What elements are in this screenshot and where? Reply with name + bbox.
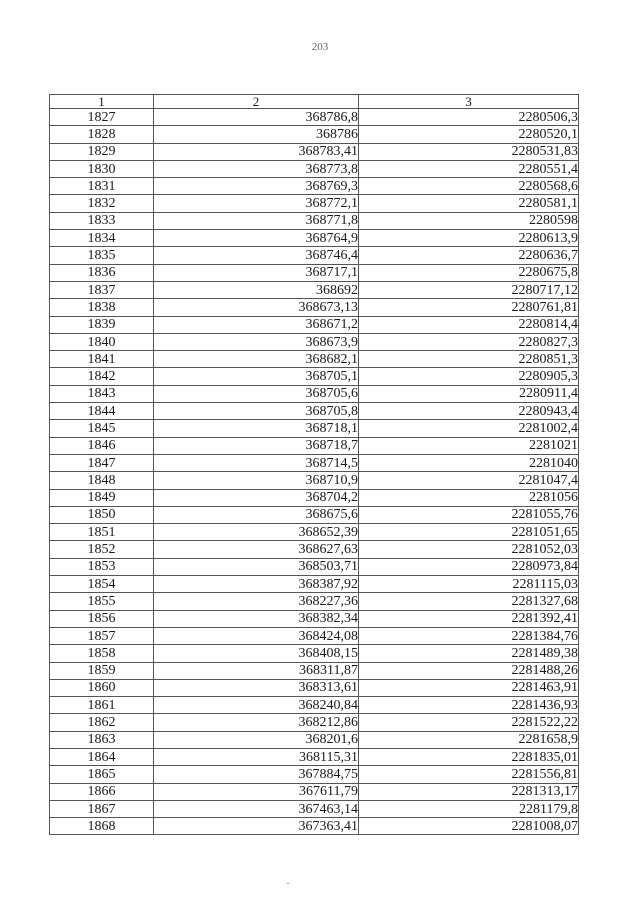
y-coordinate-cell: 2281021	[359, 437, 579, 454]
y-coordinate-cell: 2280761,81	[359, 299, 579, 316]
x-coordinate-cell: 368682,1	[154, 351, 359, 368]
x-coordinate-cell: 367611,79	[154, 783, 359, 800]
y-coordinate-cell: 2280636,7	[359, 247, 579, 264]
x-coordinate-cell: 368771,8	[154, 212, 359, 229]
y-coordinate-cell: 2281489,38	[359, 645, 579, 662]
point-number-cell: 1839	[50, 316, 154, 333]
x-coordinate-cell: 368424,08	[154, 627, 359, 644]
x-coordinate-cell: 368717,1	[154, 264, 359, 281]
table-row	[50, 593, 579, 610]
y-coordinate-cell: 2281463,91	[359, 679, 579, 696]
table-row	[50, 783, 579, 800]
table-row	[50, 195, 579, 212]
y-coordinate-cell: 2280613,9	[359, 230, 579, 247]
point-number-cell: 1860	[50, 679, 154, 696]
point-number-cell: 1831	[50, 178, 154, 195]
x-coordinate-cell: 368673,9	[154, 333, 359, 350]
point-number-cell: 1858	[50, 645, 154, 662]
y-coordinate-cell: 2281392,41	[359, 610, 579, 627]
y-coordinate-cell: 2281051,65	[359, 524, 579, 541]
y-coordinate-cell: 2281835,01	[359, 748, 579, 765]
y-coordinate-cell: 2280851,3	[359, 351, 579, 368]
table-row	[50, 748, 579, 765]
point-number-cell: 1856	[50, 610, 154, 627]
y-coordinate-cell: 2281658,9	[359, 731, 579, 748]
y-coordinate-cell: 2280675,8	[359, 264, 579, 281]
y-coordinate-cell: 2281436,93	[359, 697, 579, 714]
y-coordinate-cell: 2281040	[359, 454, 579, 471]
y-coordinate-cell: 2281313,17	[359, 783, 579, 800]
y-coordinate-cell: 2281384,76	[359, 627, 579, 644]
x-coordinate-cell: 368313,61	[154, 679, 359, 696]
x-coordinate-cell: 368671,2	[154, 316, 359, 333]
point-number-cell: 1867	[50, 800, 154, 817]
page-number: 203	[311, 41, 329, 53]
x-coordinate-cell: 368503,71	[154, 558, 359, 575]
table-body	[50, 109, 579, 835]
point-number-cell: 1866	[50, 783, 154, 800]
x-coordinate-cell: 368718,1	[154, 420, 359, 437]
point-number-cell: 1864	[50, 748, 154, 765]
table-row	[50, 489, 579, 506]
y-coordinate-cell: 2281488,26	[359, 662, 579, 679]
x-coordinate-cell: 368675,6	[154, 506, 359, 523]
y-coordinate-cell: 2281327,68	[359, 593, 579, 610]
y-coordinate-cell: 2280581,1	[359, 195, 579, 212]
x-coordinate-cell: 368692	[154, 281, 359, 298]
x-coordinate-cell: 368710,9	[154, 472, 359, 489]
table-row	[50, 558, 579, 575]
table-row	[50, 662, 579, 679]
column-header-2: 2	[154, 95, 359, 109]
table-row	[50, 178, 579, 195]
x-coordinate-cell: 368705,1	[154, 368, 359, 385]
table-row	[50, 818, 579, 835]
table-row	[50, 264, 579, 281]
x-coordinate-cell: 368714,5	[154, 454, 359, 471]
y-coordinate-cell: 2281002,4	[359, 420, 579, 437]
table-row	[50, 645, 579, 662]
point-number-cell: 1847	[50, 454, 154, 471]
x-coordinate-cell: 368212,86	[154, 714, 359, 731]
x-coordinate-cell: 368705,6	[154, 385, 359, 402]
point-number-cell: 1836	[50, 264, 154, 281]
x-coordinate-cell: 368627,63	[154, 541, 359, 558]
point-number-cell: 1840	[50, 333, 154, 350]
point-number-cell: 1832	[50, 195, 154, 212]
point-number-cell: 1828	[50, 126, 154, 143]
y-coordinate-cell: 2280905,3	[359, 368, 579, 385]
column-header-3: 3	[359, 95, 579, 109]
x-coordinate-cell: 368387,92	[154, 576, 359, 593]
point-number-cell: 1834	[50, 230, 154, 247]
x-coordinate-cell: 368382,34	[154, 610, 359, 627]
table-row	[50, 385, 579, 402]
table-row	[50, 160, 579, 177]
point-number-cell: 1857	[50, 627, 154, 644]
x-coordinate-cell: 368704,2	[154, 489, 359, 506]
point-number-cell: 1863	[50, 731, 154, 748]
x-coordinate-cell: 368240,84	[154, 697, 359, 714]
y-coordinate-cell: 2281115,03	[359, 576, 579, 593]
table-row	[50, 230, 579, 247]
table-row	[50, 281, 579, 298]
point-number-cell: 1835	[50, 247, 154, 264]
table-row	[50, 731, 579, 748]
point-number-cell: 1851	[50, 524, 154, 541]
x-coordinate-cell: 368673,13	[154, 299, 359, 316]
y-coordinate-cell: 2281056	[359, 489, 579, 506]
point-number-cell: 1827	[50, 109, 154, 126]
point-number-cell: 1843	[50, 385, 154, 402]
x-coordinate-cell: 368746,4	[154, 247, 359, 264]
point-number-cell: 1850	[50, 506, 154, 523]
x-coordinate-cell: 368705,8	[154, 403, 359, 420]
point-number-cell: 1861	[50, 697, 154, 714]
point-number-cell: 1845	[50, 420, 154, 437]
point-number-cell: 1842	[50, 368, 154, 385]
table-row	[50, 126, 579, 143]
point-number-cell: 1841	[50, 351, 154, 368]
y-coordinate-cell: 2280568,6	[359, 178, 579, 195]
table-row	[50, 766, 579, 783]
y-coordinate-cell: 2280520,1	[359, 126, 579, 143]
table-row	[50, 472, 579, 489]
point-number-cell: 1837	[50, 281, 154, 298]
y-coordinate-cell: 2280973,84	[359, 558, 579, 575]
table-row	[50, 212, 579, 229]
y-coordinate-cell: 2281008,07	[359, 818, 579, 835]
table-row	[50, 333, 579, 350]
y-coordinate-cell: 2280531,83	[359, 143, 579, 160]
x-coordinate-cell: 368201,6	[154, 731, 359, 748]
point-number-cell: 1865	[50, 766, 154, 783]
point-number-cell: 1849	[50, 489, 154, 506]
point-number-cell: 1859	[50, 662, 154, 679]
table-row	[50, 299, 579, 316]
point-number-cell: 1868	[50, 818, 154, 835]
table-row	[50, 506, 579, 523]
table-row	[50, 351, 579, 368]
table-row	[50, 610, 579, 627]
column-header-1: 1	[50, 95, 154, 109]
y-coordinate-cell: 2281047,4	[359, 472, 579, 489]
point-number-cell: 1838	[50, 299, 154, 316]
table-row	[50, 420, 579, 437]
y-coordinate-cell: 2281052,03	[359, 541, 579, 558]
table-header-row	[50, 95, 579, 109]
table-row	[50, 143, 579, 160]
x-coordinate-cell: 368718,7	[154, 437, 359, 454]
table-row	[50, 524, 579, 541]
coordinates-table	[49, 94, 579, 835]
y-coordinate-cell: 2280717,12	[359, 281, 579, 298]
y-coordinate-cell: 2281055,76	[359, 506, 579, 523]
y-coordinate-cell: 2281522,22	[359, 714, 579, 731]
x-coordinate-cell: 368773,8	[154, 160, 359, 177]
point-number-cell: 1846	[50, 437, 154, 454]
x-coordinate-cell: 368652,39	[154, 524, 359, 541]
point-number-cell: 1852	[50, 541, 154, 558]
table-row	[50, 454, 579, 471]
point-number-cell: 1853	[50, 558, 154, 575]
table-row	[50, 316, 579, 333]
table-row	[50, 247, 579, 264]
y-coordinate-cell: 2280551,4	[359, 160, 579, 177]
point-number-cell: 1848	[50, 472, 154, 489]
x-coordinate-cell: 368115,31	[154, 748, 359, 765]
scan-mark	[287, 883, 289, 884]
table-row	[50, 368, 579, 385]
point-number-cell: 1830	[50, 160, 154, 177]
y-coordinate-cell: 2280911,4	[359, 385, 579, 402]
table-row	[50, 679, 579, 696]
table-row	[50, 627, 579, 644]
y-coordinate-cell: 2281556,81	[359, 766, 579, 783]
x-coordinate-cell: 368786,8	[154, 109, 359, 126]
table-row	[50, 576, 579, 593]
x-coordinate-cell: 368311,87	[154, 662, 359, 679]
table-row	[50, 437, 579, 454]
y-coordinate-cell: 2281179,8	[359, 800, 579, 817]
y-coordinate-cell: 2280506,3	[359, 109, 579, 126]
y-coordinate-cell: 2280598	[359, 212, 579, 229]
x-coordinate-cell: 368227,36	[154, 593, 359, 610]
y-coordinate-cell: 2280827,3	[359, 333, 579, 350]
table-row	[50, 714, 579, 731]
x-coordinate-cell: 367363,41	[154, 818, 359, 835]
x-coordinate-cell: 368408,15	[154, 645, 359, 662]
table-row	[50, 403, 579, 420]
x-coordinate-cell: 368764,9	[154, 230, 359, 247]
y-coordinate-cell: 2280943,4	[359, 403, 579, 420]
table-row	[50, 109, 579, 126]
x-coordinate-cell: 368772,1	[154, 195, 359, 212]
x-coordinate-cell: 368783,41	[154, 143, 359, 160]
x-coordinate-cell: 368769,3	[154, 178, 359, 195]
x-coordinate-cell: 367884,75	[154, 766, 359, 783]
point-number-cell: 1854	[50, 576, 154, 593]
table-row	[50, 697, 579, 714]
point-number-cell: 1855	[50, 593, 154, 610]
table-row	[50, 541, 579, 558]
table-row	[50, 800, 579, 817]
x-coordinate-cell: 368786	[154, 126, 359, 143]
point-number-cell: 1829	[50, 143, 154, 160]
point-number-cell: 1833	[50, 212, 154, 229]
point-number-cell: 1862	[50, 714, 154, 731]
x-coordinate-cell: 367463,14	[154, 800, 359, 817]
point-number-cell: 1844	[50, 403, 154, 420]
y-coordinate-cell: 2280814,4	[359, 316, 579, 333]
